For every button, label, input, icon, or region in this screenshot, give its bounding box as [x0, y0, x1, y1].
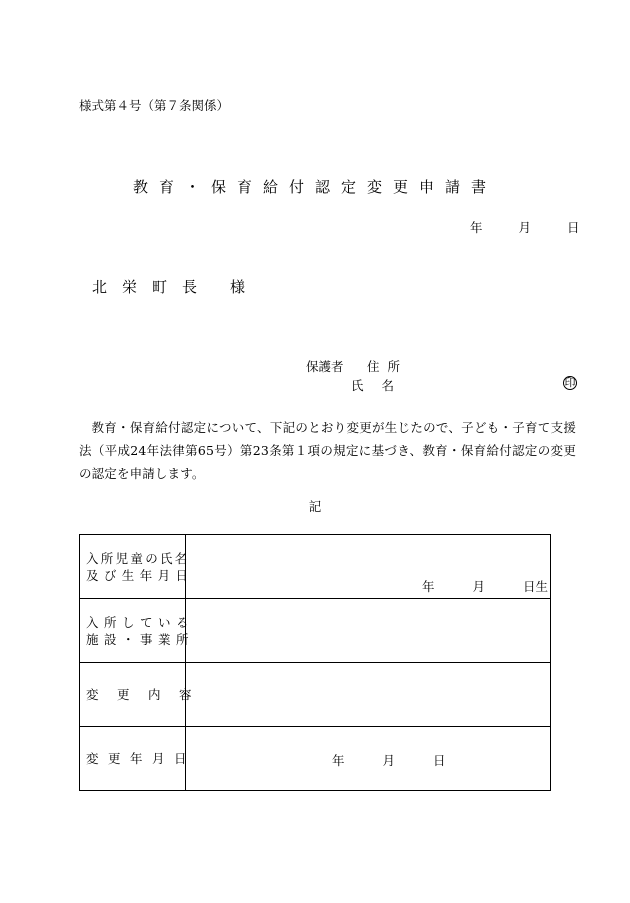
- date-month: 月: [382, 753, 396, 768]
- addressee-honorific: 様: [230, 278, 261, 296]
- date-year: 年: [332, 753, 345, 768]
- name-label: 氏名: [351, 378, 413, 393]
- table-row-change-date: [80, 727, 551, 791]
- label-line: 入所児童の氏名: [86, 550, 190, 566]
- addressee: [92, 276, 260, 297]
- document-title: 教育・保育給付認定変更申請書: [132, 178, 497, 196]
- form-number: 様式第４号（第７条関係）: [79, 98, 230, 113]
- field-change-content[interactable]: [186, 663, 551, 727]
- label-facility: [80, 599, 195, 663]
- label-line: 及び生年月日: [86, 567, 194, 583]
- birth-date: [422, 577, 548, 595]
- date-day: 日: [567, 220, 580, 235]
- date-day: 日生: [522, 579, 548, 594]
- application-date: [470, 218, 580, 236]
- change-date: [332, 751, 446, 769]
- application-form-table: [79, 534, 551, 791]
- guardian-label: 保護者: [306, 359, 344, 374]
- table-row-facility: [80, 599, 551, 663]
- table-row-child-info: [80, 535, 551, 599]
- address-label: 住所: [367, 359, 409, 374]
- ki-heading: 記: [308, 499, 322, 514]
- application-statement: 教育・保育給付認定について、下記のとおり変更が生じたので、子ども・子育て支援法（平成24年法律第65号）第23条第１項の規定に基づき、教育・保育給付認定の変更の認定を申請します。: [79, 420, 576, 481]
- date-day: 日: [433, 753, 446, 768]
- seal-mark-icon: 印: [564, 376, 576, 389]
- date-month: 月: [518, 220, 532, 235]
- date-month: 月: [472, 579, 485, 594]
- label-change-content: [80, 663, 211, 727]
- label-line: 施設・事業所: [86, 631, 195, 647]
- label-line: 変更内容: [86, 687, 211, 702]
- label-child-name-birth: [80, 535, 194, 599]
- date-year: 年: [470, 220, 483, 235]
- label-line: 入所している: [86, 614, 195, 630]
- label-change-date: [80, 727, 197, 791]
- table-row-change-content: [80, 663, 551, 727]
- addressee-name: 北栄町長: [92, 278, 213, 296]
- field-facility[interactable]: [186, 599, 551, 663]
- field-change-date[interactable]: [186, 727, 551, 791]
- date-year: 年: [421, 579, 435, 594]
- label-line: 変更年月日: [86, 751, 197, 766]
- field-child-name-birth[interactable]: [186, 535, 551, 599]
